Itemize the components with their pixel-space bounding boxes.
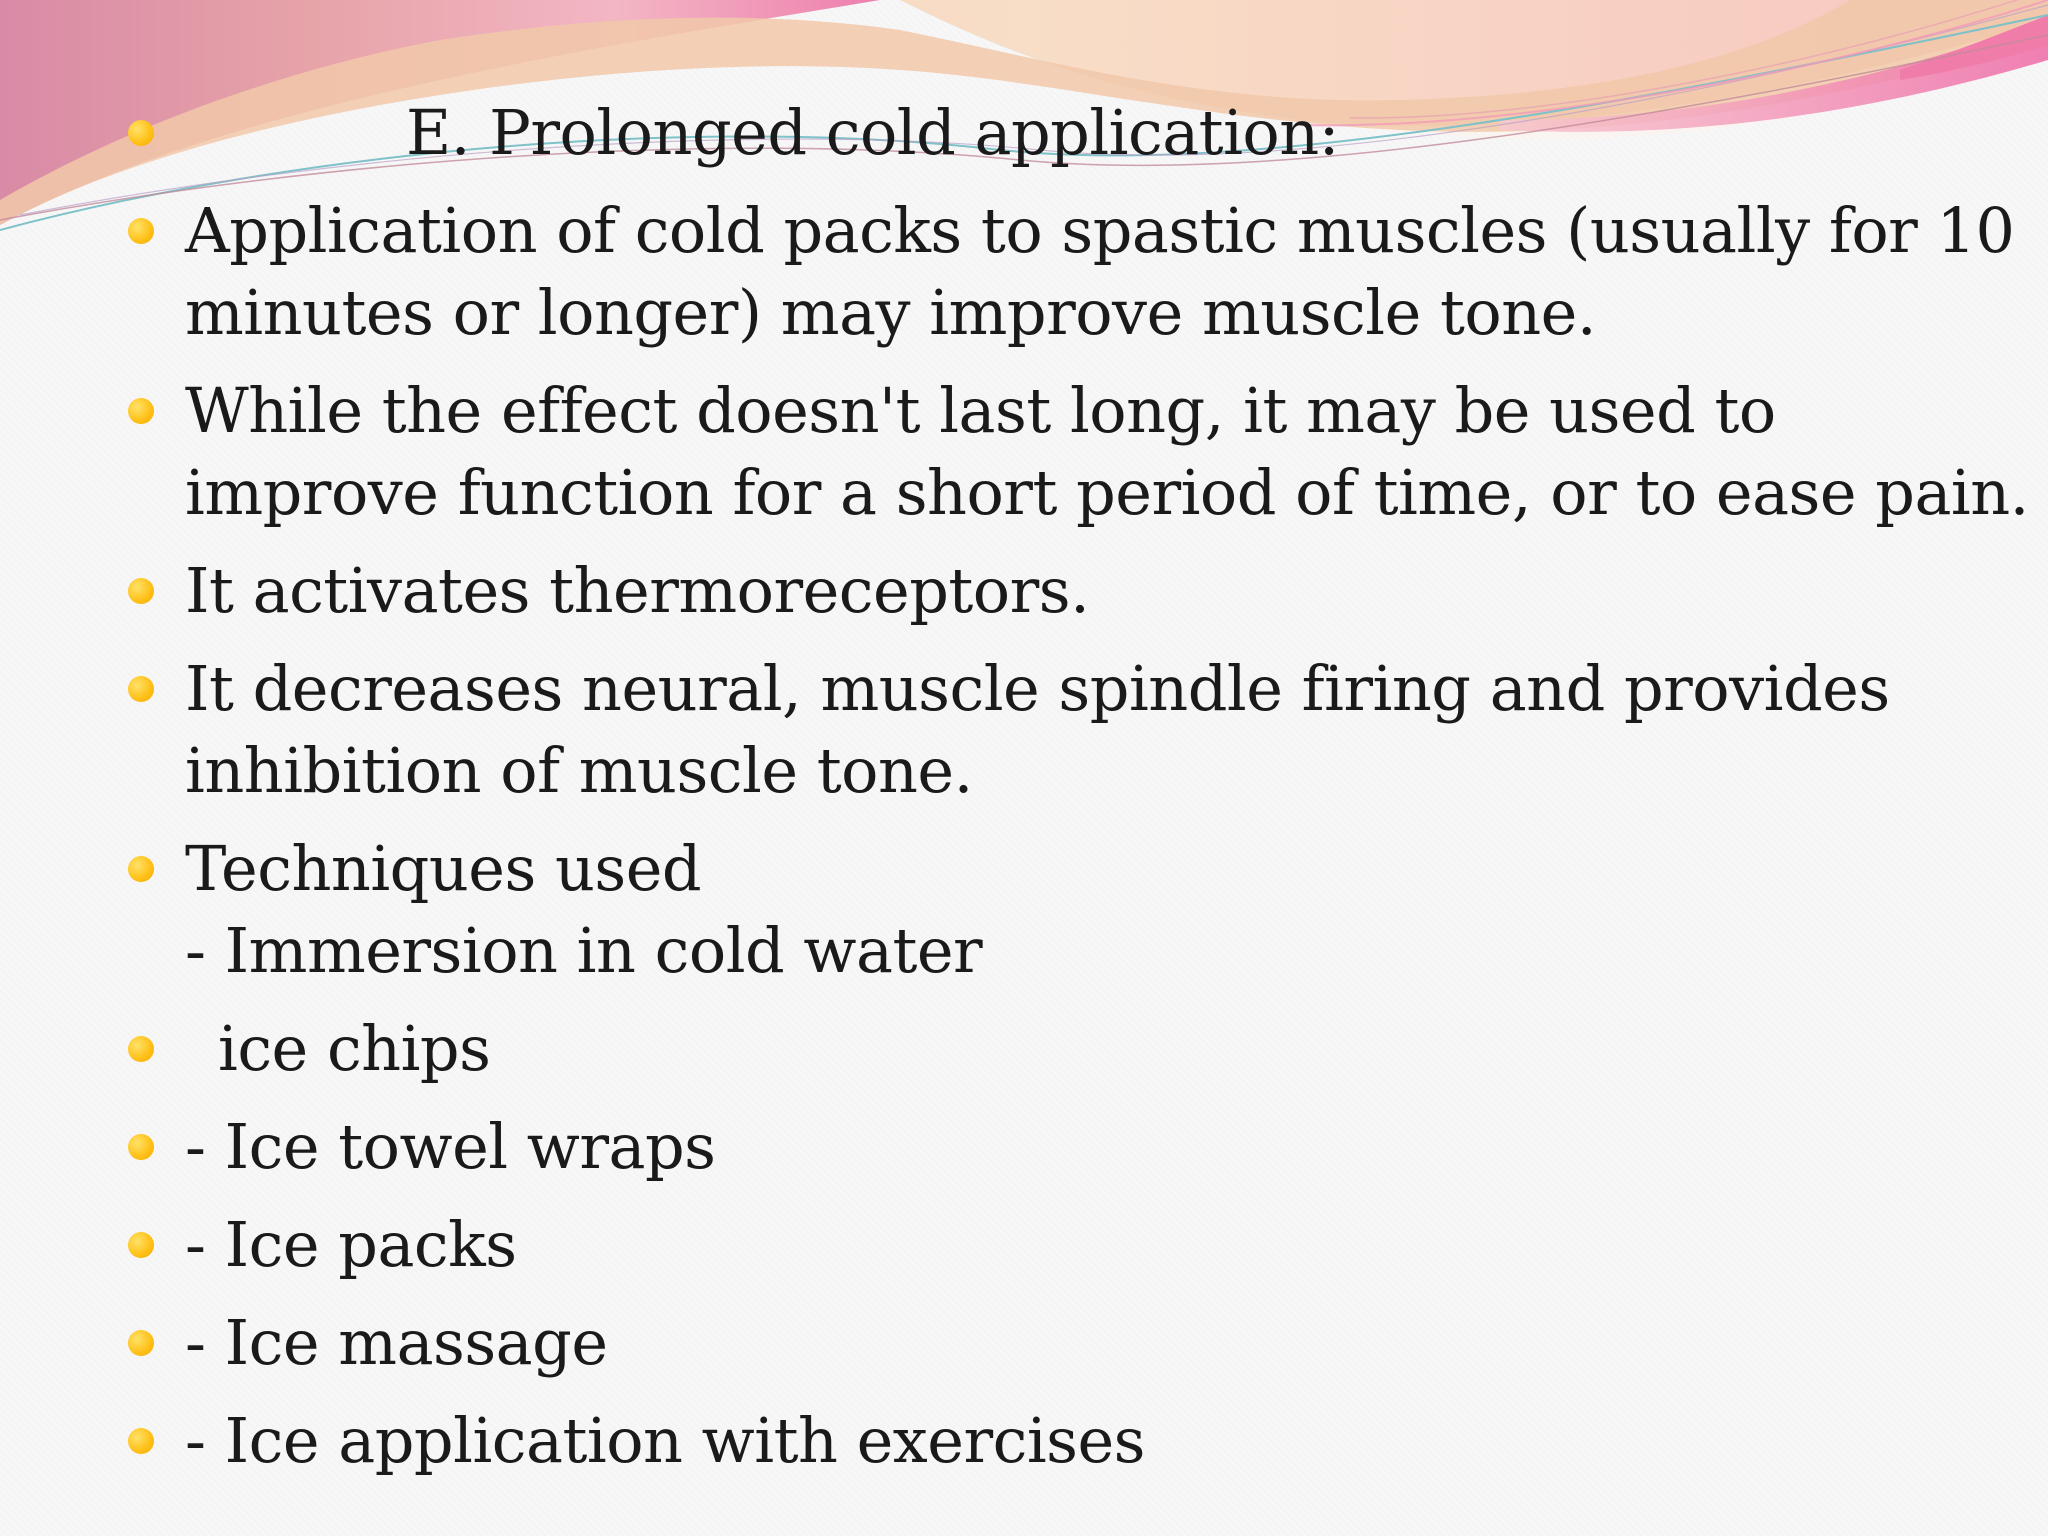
list-item-text: Application of cold packs to spastic muscles (usually for 10: [185, 194, 2015, 267]
bullet-dot: [128, 1134, 154, 1160]
list-item-text: It decreases neural, muscle spindle firing and provides: [185, 652, 1890, 725]
list-item-text: - Immersion in cold water: [185, 914, 983, 987]
slide-title: E. Prolonged cold application:: [406, 96, 1340, 169]
bullet-dot: [128, 1428, 154, 1454]
bullet-dot: [128, 1036, 154, 1062]
list-item-text: ice chips: [218, 1012, 491, 1085]
bullet-dot: [128, 1232, 154, 1258]
list-item-text: Techniques used: [185, 832, 702, 905]
bullet-dot: [128, 578, 154, 604]
list-item-text: inhibition of muscle tone.: [185, 734, 973, 807]
list-item-text: minutes or longer) may improve muscle tone.: [185, 276, 1597, 349]
bullet-dot: [128, 856, 154, 882]
list-item-text: improve function for a short period of time, or to ease pain.: [185, 456, 2029, 529]
list-item-text: - Ice packs: [185, 1208, 517, 1281]
list-item-text: - Ice application with exercises: [185, 1404, 1145, 1477]
bullet-dot: [128, 1330, 154, 1356]
list-item-text: - Ice towel wraps: [185, 1110, 716, 1183]
bullet-dot: [128, 120, 154, 146]
bullet-dot: [128, 398, 154, 424]
list-item-text: - Ice massage: [185, 1306, 608, 1379]
bullet-dot: [128, 676, 154, 702]
bullet-dot: [128, 218, 154, 244]
list-item-text: It activates thermoreceptors.: [185, 554, 1090, 627]
list-item-text: While the effect doesn't last long, it may be used to: [185, 374, 1776, 447]
